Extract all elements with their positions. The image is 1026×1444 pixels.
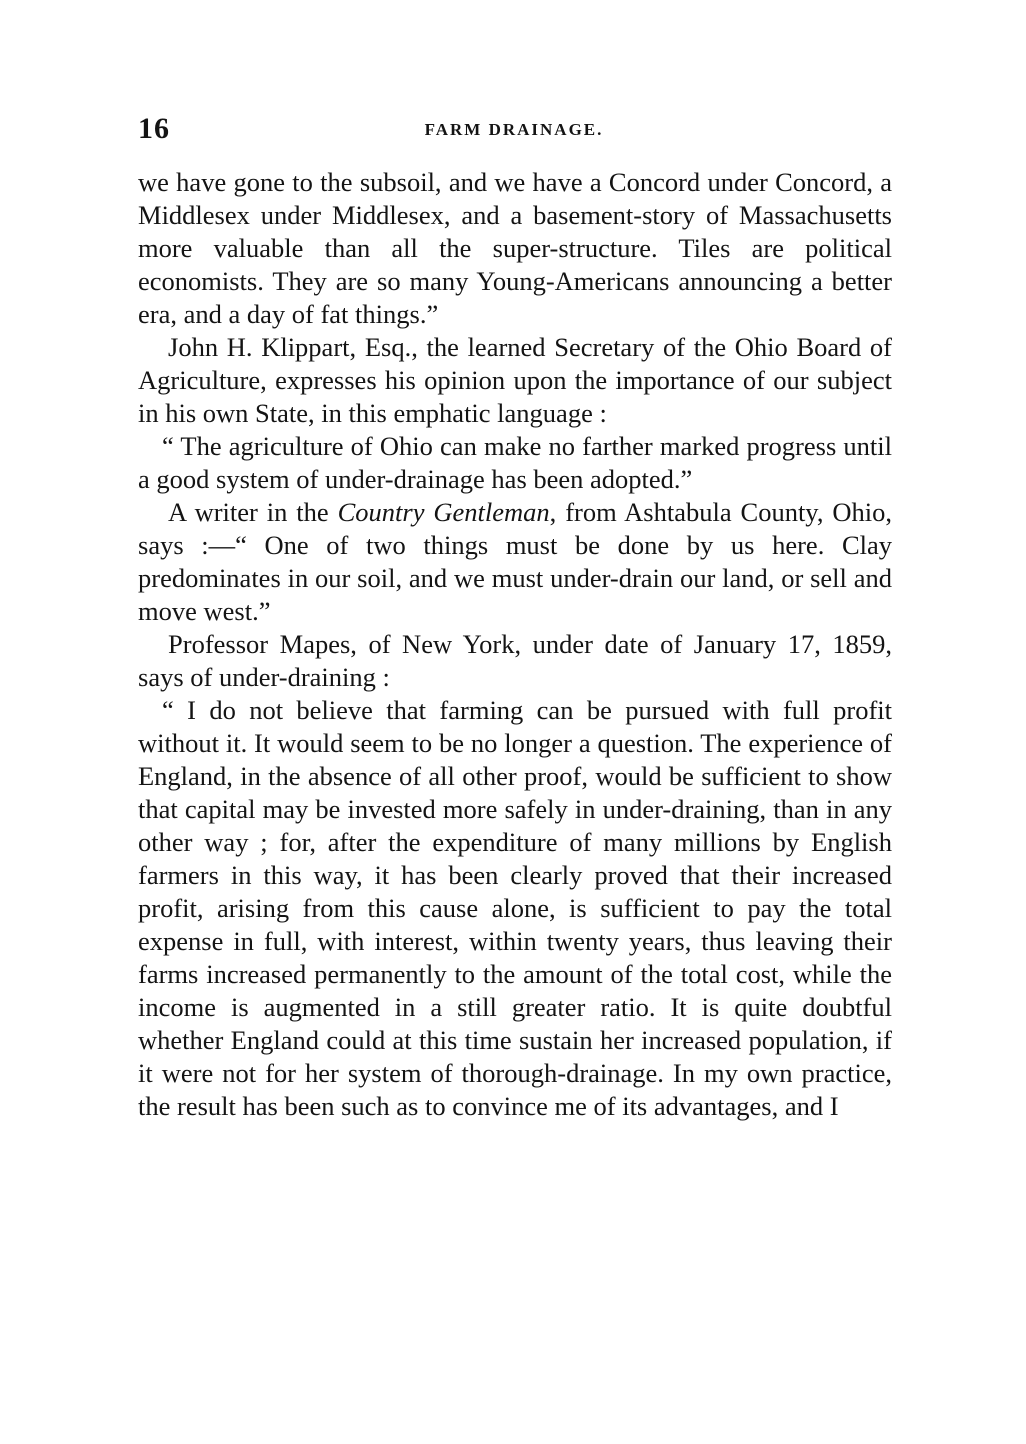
paragraph-ashtabula-lead: A writer in the [168, 497, 338, 527]
quote-ohio-agriculture: “ The agriculture of Ohio can make no farther marked progress until a good system of under-drainage has been adopted.” [138, 431, 892, 494]
paragraph-ashtabula-rest: , from Ashtabula County, Ohio, says :—“ One of two things must be done by us here. Clay predominates in our soil, and we must under-drain our land, or sell and move west.” [138, 497, 892, 626]
running-title: FARM DRAINAGE. [424, 120, 604, 139]
paragraph-continuation: we have gone to the subsoil, and we have a Concord under Concord, a Middlesex under Middlesex, and a basement-story of Massachusetts more valuable than all the super-structure. Tiles are political economists. They are so many Young-Americans announcing a better era, and a day of fat things.” [138, 167, 892, 329]
paragraph-klippart: John H. Klippart, Esq., the learned Secretary of the Ohio Board of Agriculture, expresses his opinion upon the importance of our subject in his own State, in this emphatic language : [138, 332, 892, 428]
quote-mapes: “ I do not believe that farming can be pursued with full profit without it. It would seem to be no longer a question. The experience of England, in the absence of all other proof, would be sufficient to show that capital may be invested more safely in under-draining, than in any other way ; for, after the expenditure of many millions by English farmers in this way, it has been clearly proved that their increased profit, arising from this cause alone, is sufficient to pay the total expense in full, with interest, within twenty years, thus leaving their farms increased permanently to the amount of the total cost, while the income is augmented in a still greater ratio. It is quite doubtful whether England could at this time sustain her increased population, if it were not for her system of thorough-drainage. In my own practice, the result has been such as to convince me of its advantages, and I [138, 695, 892, 1121]
paragraph-mapes: Professor Mapes, of New York, under date of January 17, 1859, says of under-draining : [138, 629, 892, 692]
body-text [138, 166, 892, 1123]
paragraph-ashtabula-writer [138, 496, 892, 628]
page-number: 16 [138, 112, 170, 145]
publication-title: Country Gentleman [337, 497, 550, 527]
page-header [138, 112, 890, 148]
